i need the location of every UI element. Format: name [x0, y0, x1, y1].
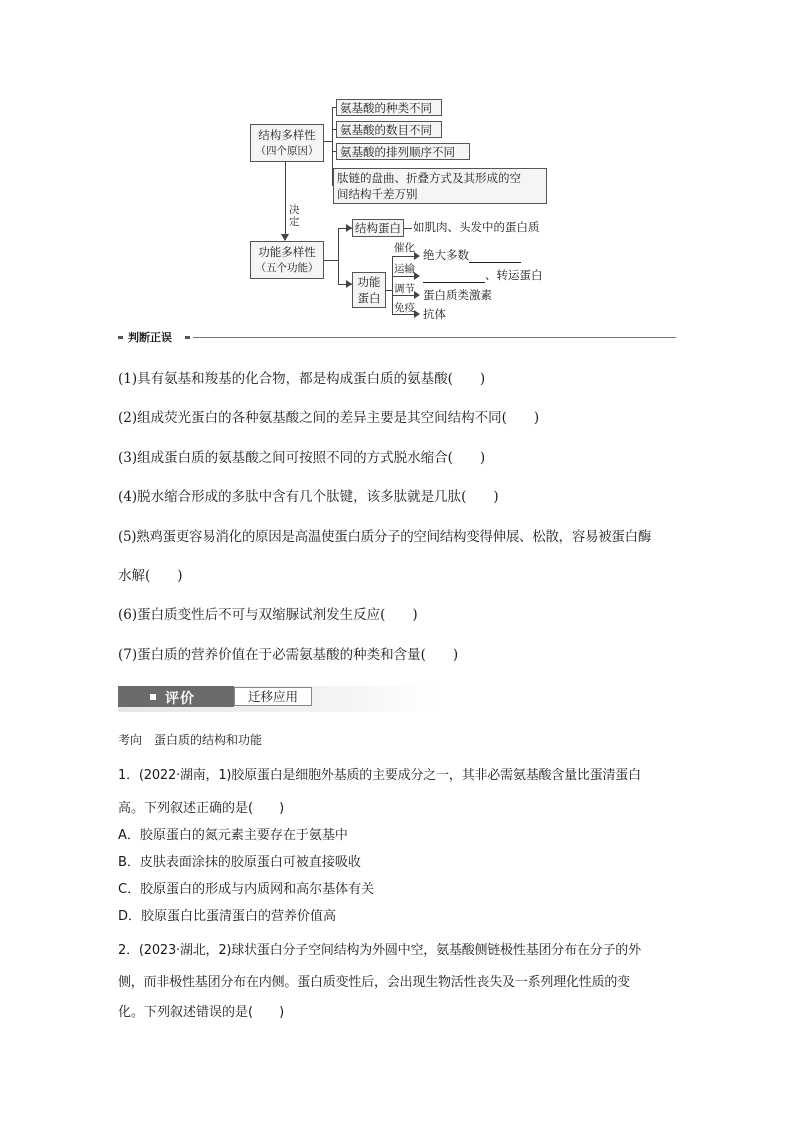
functional-protein-box: [352, 272, 386, 308]
function-text-regulation: 蛋白质类激素: [423, 288, 492, 302]
structure-diversity-label: 结构多样性: [258, 128, 316, 142]
function-label-transport: 运输: [394, 263, 415, 275]
reason-1: 氨基酸的种类不同: [340, 101, 432, 115]
reason-3: 氨基酸的排列顺序不同: [340, 145, 455, 159]
evaluation-tab: 迁移应用: [234, 687, 312, 706]
judge-item-1: (1)具有氨基和羧基的化合物，都是构成蛋白质的氨基酸( ): [118, 371, 486, 387]
structural-protein-label: 结构蛋白: [355, 221, 401, 235]
q1-option-b: B．皮肤表面涂抹的胶原蛋白可被直接吸收: [118, 855, 361, 870]
five-functions-label: （五个功能）: [255, 262, 319, 274]
functional-protein-label-1: 功能: [357, 275, 381, 289]
judge-item-4: (4)脱水缩合形成的多肽中含有几个肽键，该多肽就是几肽( ): [118, 489, 499, 505]
evaluation-label: 评价: [165, 691, 195, 707]
function-label-catalysis: 催化: [394, 242, 415, 254]
q1-option-d: D．胶原蛋白比蛋清蛋白的营养价值高: [118, 909, 337, 924]
judge-item-6: (6)蛋白质变性后不可与双缩脲试剂发生反应( ): [118, 607, 418, 623]
function-text-immunity: 抗体: [423, 307, 446, 321]
judge-item-7: (7)蛋白质的营养价值在于必需氨基酸的种类和含量( ): [118, 647, 459, 663]
function-diversity-label: 功能多样性: [258, 245, 316, 259]
reason-box-2: [336, 121, 442, 138]
reason-box-3: [336, 143, 470, 160]
q2-line3: 化。下列叙述错误的是( ): [118, 1005, 285, 1020]
function-label-immunity: 免疫: [394, 302, 415, 314]
function-diversity-box: [250, 241, 324, 279]
judge-item-3: (3)组成蛋白质的氨基酸之间可按照不同的方式脱水缩合( ): [118, 450, 486, 466]
structural-example: 如肌肉、头发中的蛋白质: [413, 220, 540, 234]
function-text-transport: 、转运蛋白: [423, 267, 543, 283]
q2-line2: 侧，而非极性基团分布在内侧。蛋白质变性后，会出现生物活性丧失及一系列理化性质的变: [118, 975, 631, 990]
judge-item-5: (5)熟鸡蛋更容易消化的原因是高温使蛋白质分子的空间结构变得伸展、松散，容易被蛋白酶: [118, 529, 652, 545]
q1-option-c: C．胶原蛋白的形成与内质网和高尔基体有关: [118, 882, 375, 897]
reason-box-4: [333, 168, 547, 204]
function-text-catalysis: 绝大多数: [423, 247, 521, 263]
reason-4-line1: 肽链的盘曲、折叠方式及其形成的空: [337, 171, 521, 185]
q1-line2: 高。下列叙述正确的是( ): [118, 801, 285, 816]
reason-4-line2: 间结构千差万别: [337, 187, 418, 201]
judge-item-2: (2)组成荧光蛋白的各种氨基酸之间的差异主要是其空间结构不同( ): [118, 410, 540, 426]
q1-line1: 1．(2022·湖南，1)胶原蛋白是细胞外基质的主要成分之一，其非必需氨基酸含量比蛋清蛋白: [118, 768, 641, 783]
judge-item-5-cont: 水解( ): [118, 568, 183, 584]
reason-2: 氨基酸的数目不同: [340, 123, 432, 137]
decides-label: 决定: [289, 204, 300, 228]
functional-protein-label-2: 蛋白: [357, 291, 381, 305]
reason-box-1: [336, 99, 442, 116]
topic-label: 考向 蛋白质的结构和功能: [118, 733, 263, 747]
structural-protein-box: [352, 219, 404, 237]
q2-line1: 2．(2023·湖北，2)球状蛋白分子空间结构为外圆中空，氨基酸侧链极性基团分布在分子的外: [118, 943, 641, 958]
structure-diversity-box: [250, 124, 324, 162]
q1-option-a: A．胶原蛋白的氮元素主要存在于氨基中: [118, 828, 348, 843]
judge-title: 判断正误: [128, 331, 172, 344]
four-reasons-label: （四个原因）: [255, 145, 319, 157]
function-label-regulation: 调节: [394, 283, 415, 295]
